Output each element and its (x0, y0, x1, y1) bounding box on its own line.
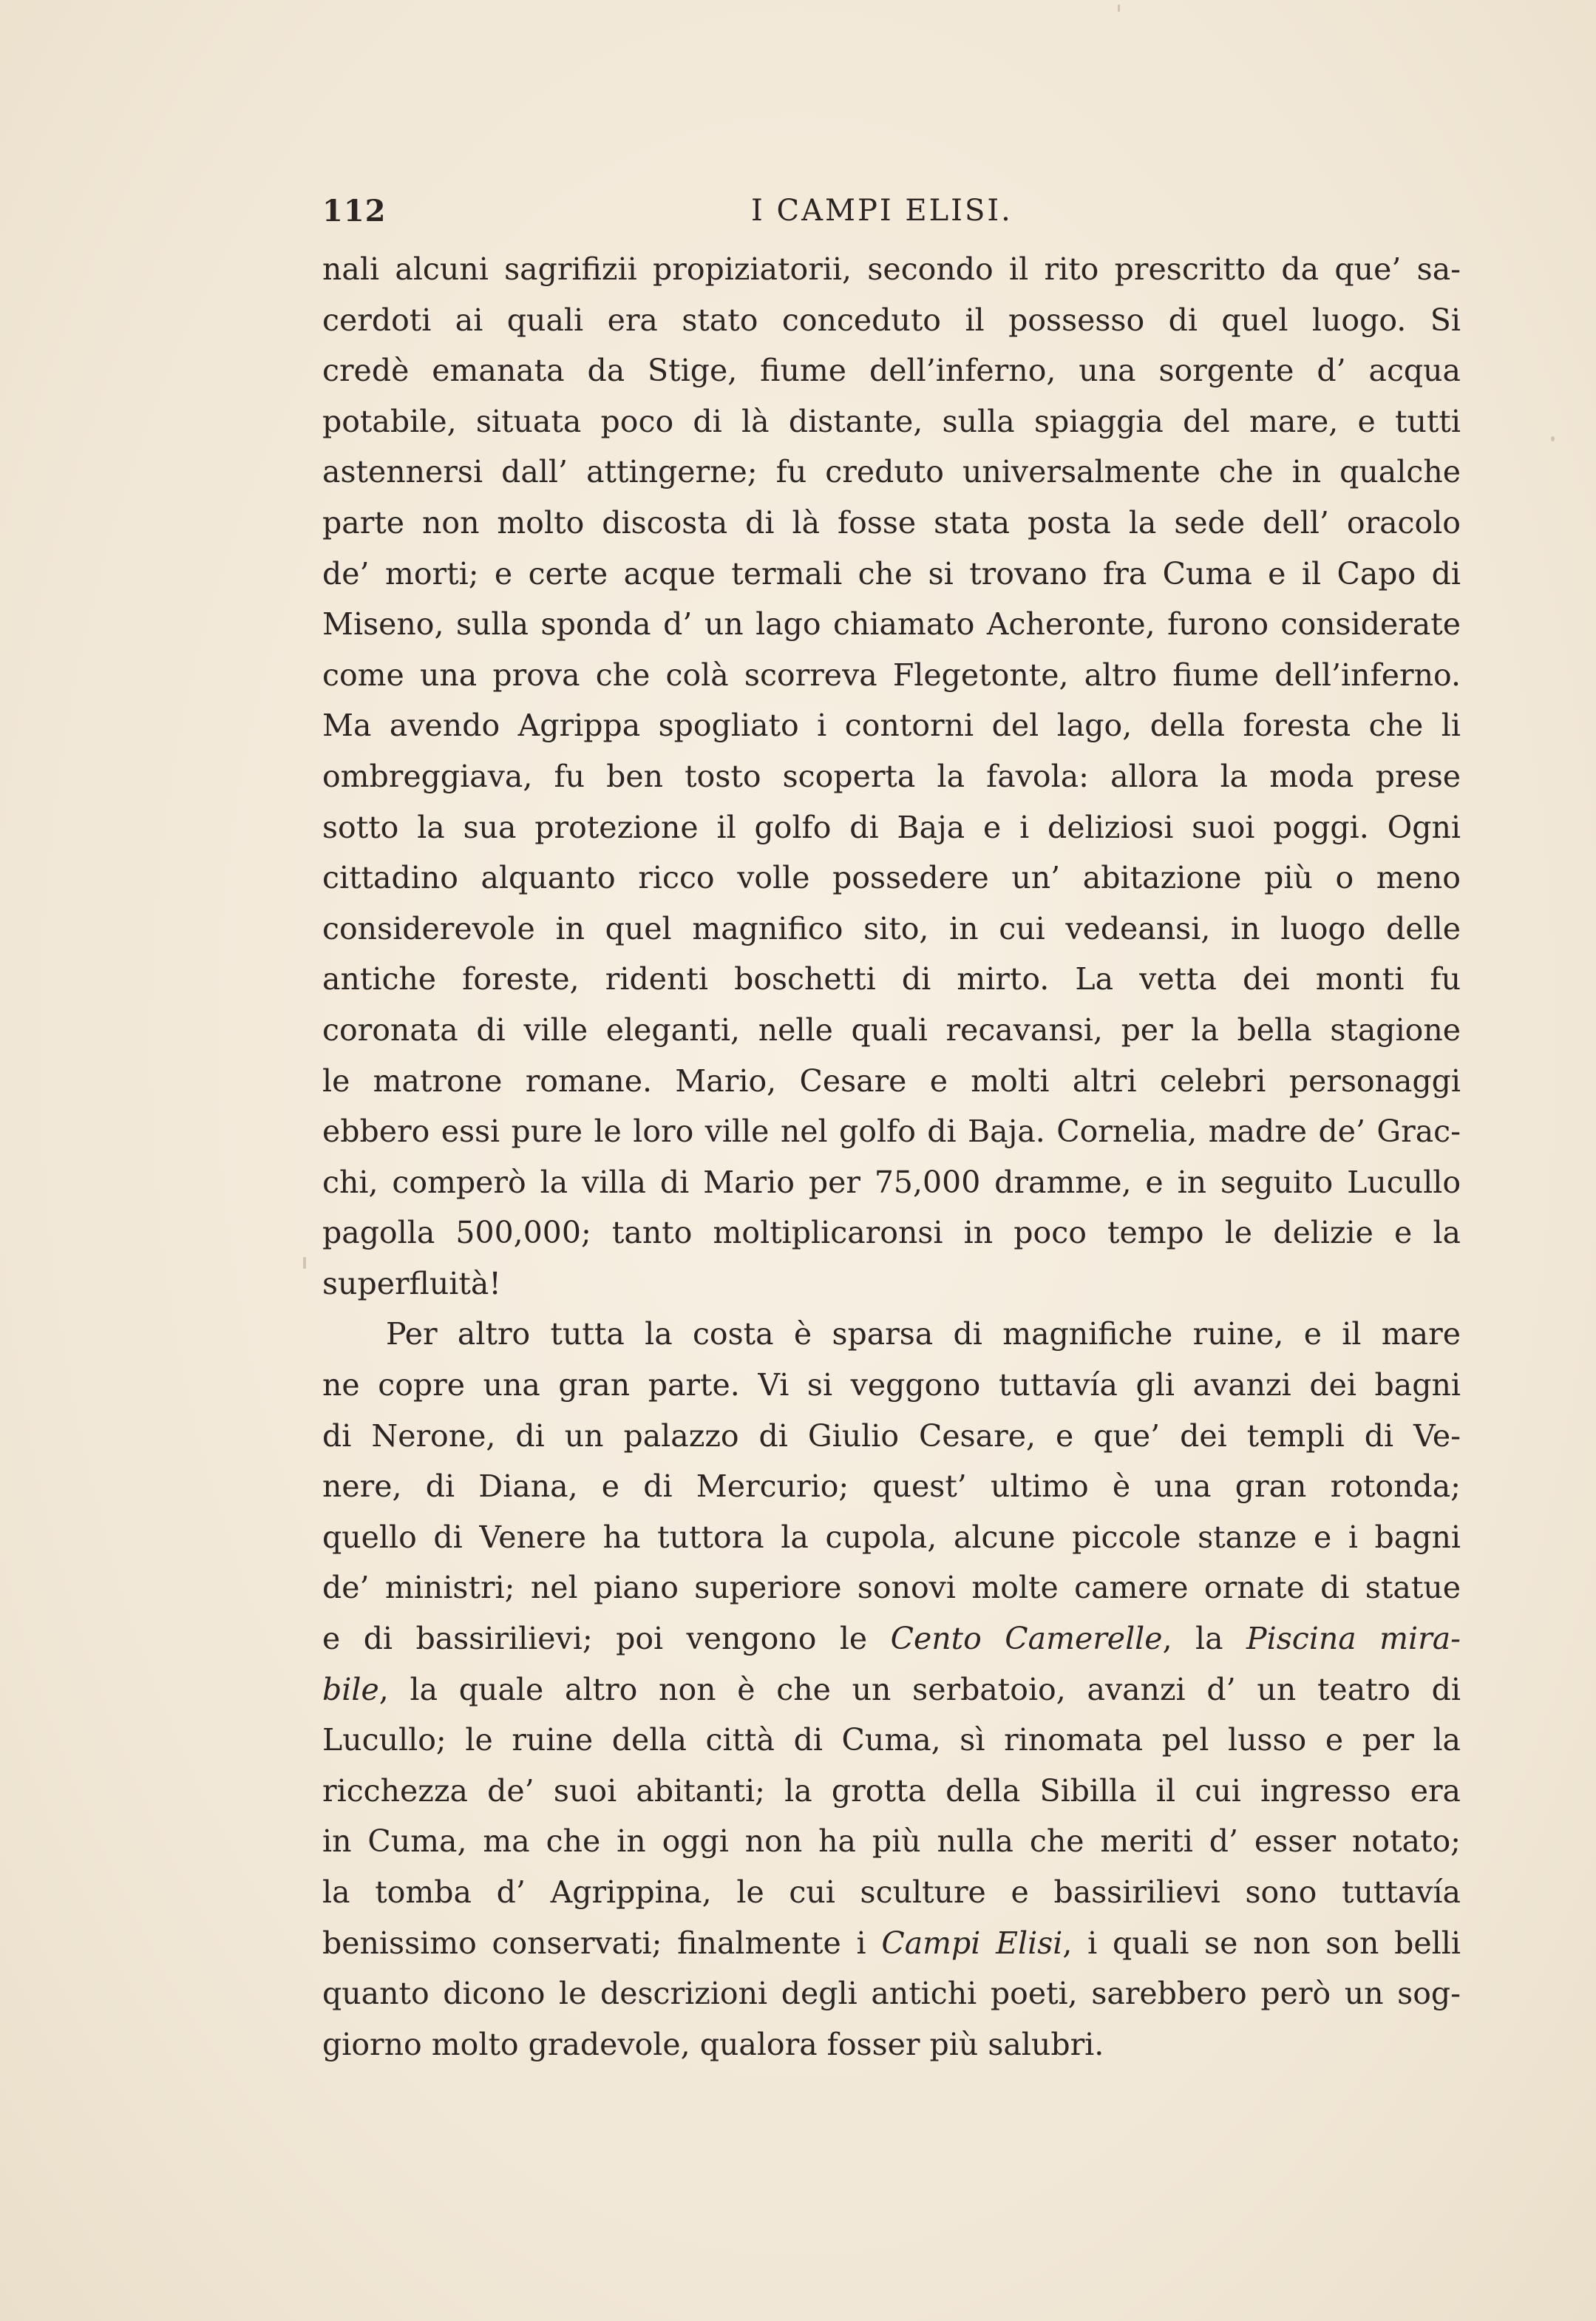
text-line: le matrone romane. Mario, Cesare e molti altri celebri personaggi (322, 1063, 1461, 1099)
text-line: superfluità! (322, 1265, 501, 1301)
paper-speck (303, 1257, 306, 1269)
text-line: Miseno, sulla sponda d’ un lago chiamato Acheronte, furono considerate (322, 606, 1461, 643)
page-header (322, 186, 1461, 238)
text-line: di Nerone, di un palazzo di Giulio Cesare, e que’ dei templi di Ve- (322, 1417, 1461, 1454)
paragraph-start-line: Per altro tutta la costa è sparsa di magnifiche ruine, e il mare (386, 1316, 1461, 1352)
text-line: de’ morti; e certe acque termali che si trovano fra Cuma e il Capo di (322, 555, 1461, 592)
text-line: cerdoti ai quali era stato conceduto il possesso di quel luogo. Si (322, 302, 1461, 338)
paper-speck (1118, 4, 1120, 12)
text-line: chi, comperò la villa di Mario per 75,000 dramme, e in seguito Lucullo (322, 1164, 1461, 1200)
italic-place-name: bile (322, 1671, 379, 1707)
text-segment: , i quali se non son belli (1062, 1925, 1461, 1961)
text-line: pagolla 500,000; tanto moltiplicaronsi in poco tempo le delizie e la (322, 1215, 1461, 1251)
text-line: considerevole in quel magnifico sito, in cui vedeansi, in luogo delle (322, 910, 1461, 946)
text-line: nali alcuni sagrifizii propiziatorii, secondo il rito prescritto da que’ sa- (322, 251, 1461, 287)
text-line: quanto dicono le descrizioni degli antichi poeti, sarebbero però un sog- (322, 1976, 1461, 2012)
text-line: Ma avendo Agrippa spogliato i contorni del lago, della foresta che li (322, 708, 1461, 744)
text-line: ne copre una gran parte. Vi si veggono tuttavía gli avanzi dei bagni (322, 1367, 1461, 1403)
paper-speck (1551, 436, 1555, 441)
text-segment: , la (1162, 1621, 1247, 1657)
text-line: quello di Venere ha tuttora la cupola, alcune piccole stanze e i bagni (322, 1519, 1461, 1555)
text-line: parte non molto discosta di là fosse stata posta la sede dell’ oracolo (322, 504, 1461, 541)
text-line: la tomba d’ Agrippina, le cui sculture e bassirilievi sono tuttavía (322, 1874, 1461, 1910)
running-title: I CAMPI ELISI. (751, 194, 1013, 228)
italic-place-name: Campi Elisi (881, 1925, 1063, 1961)
text-line: ebbero essi pure le loro ville nel golfo di Baja. Cornelia, madre de’ Grac- (322, 1114, 1461, 1150)
text-segment: , la quale altro non è che un serbatoio, avanzi d’ un teatro di (378, 1671, 1461, 1707)
body-text (322, 244, 1461, 2070)
text-line: sotto la sua protezione il golfo di Baja e i deliziosi suoi poggi. Ogni (322, 809, 1461, 845)
italic-place-name: Cento Camerelle (890, 1621, 1163, 1657)
text-segment: benissimo conservati; finalmente i (322, 1925, 882, 1961)
text-line: nere, di Diana, e di Mercurio; quest’ ultimo è una gran rotonda; (322, 1468, 1461, 1505)
text-line: credè emanata da Stige, fiume dell’inferno, una sorgente d’ acqua (322, 353, 1461, 389)
text-line-with-italics (322, 1613, 1461, 1664)
page-number: 112 (322, 194, 387, 228)
text-line: ombreggiava, fu ben tosto scoperta la favola: allora la moda prese (322, 758, 1461, 794)
text-line: come una prova che colà scorreva Flegetonte, altro fiume dell’inferno. (322, 657, 1461, 693)
text-line: giorno molto gradevole, qualora fosser più salubri. (322, 2026, 1104, 2062)
text-line: antiche foreste, ridenti boschetti di mirto. La vetta dei monti fu (322, 961, 1461, 997)
text-line-with-italics (322, 1918, 1461, 1969)
text-line: in Cuma, ma che in oggi non ha più nulla che meriti d’ esser notato; (322, 1823, 1461, 1860)
text-line: de’ ministri; nel piano superiore sonovi molte camere ornate di statue (322, 1570, 1461, 1606)
text-line-with-italics (322, 1664, 1461, 1715)
text-line: coronata di ville eleganti, nelle quali recavansi, per la bella stagione (322, 1012, 1461, 1048)
text-line: Lucullo; le ruine della città di Cuma, sì rinomata pel lusso e per la (322, 1722, 1461, 1758)
text-segment: e di bassirilievi; poi vengono le (322, 1621, 891, 1657)
text-line: potabile, situata poco di là distante, sulla spiaggia del mare, e tutti (322, 403, 1461, 439)
text-line: astennersi dall’ attingerne; fu creduto universalmente che in qualche (322, 454, 1461, 490)
text-line: ricchezza de’ suoi abitanti; la grotta della Sibilla il cui ingresso era (322, 1772, 1461, 1809)
italic-place-name: Piscina mira- (1246, 1621, 1461, 1657)
text-line: cittadino alquanto ricco volle possedere un’ abitazione più o meno (322, 860, 1461, 896)
